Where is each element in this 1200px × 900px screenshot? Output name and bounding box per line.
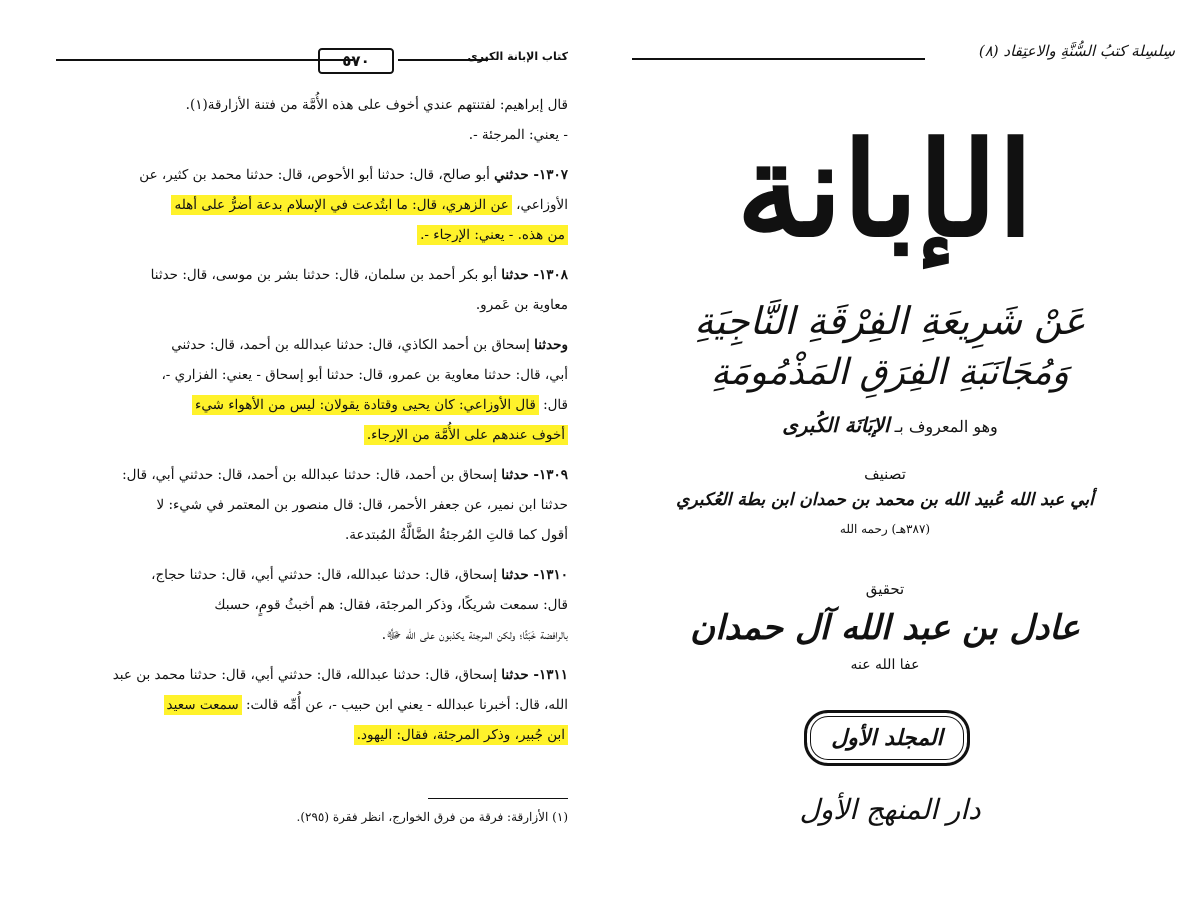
hadith-number: وحدثنا: [534, 337, 568, 353]
series-rule: [632, 58, 925, 60]
text-line: [36, 190, 568, 220]
right-page: [620, 40, 1175, 860]
paragraph-gap: [36, 150, 568, 160]
text-line: [36, 590, 568, 620]
text-segment: الله، قال: أخبرنا عبدالله - يعني ابن حبيب -، عن أُمِّه قالت:: [241, 697, 568, 713]
text-segment: إسحاق، قال: حدثنا عبدالله، قال: حدثني أبي، قال: حدثنا محمد بن عبد: [112, 667, 502, 683]
page-number: ٥٧٠: [318, 48, 394, 74]
hadith-number: ١٣٠٩- حدثنا: [501, 467, 568, 483]
text-segment: إسحاق، قال: حدثنا عبدالله، قال: حدثني أبي، قال: حدثنا حجاج،: [151, 567, 502, 583]
text-line: [36, 330, 568, 360]
series-title: سِلسِلة كتبُ السُّنَّةِ والاعتِقاد (٨): [978, 42, 1175, 60]
text-line: [36, 220, 568, 250]
text-segment: الأوزاعي،: [511, 197, 568, 213]
paragraph-gap: [36, 650, 568, 660]
text-segment: - يعني: المرجئة -.: [468, 127, 568, 143]
text-segment: أبو صالح، قال: حدثنا أبو الأحوص، قال: حدثنا محمد بن كثير، عن: [139, 167, 495, 183]
text-line: [36, 660, 568, 690]
body-text: [36, 90, 568, 750]
verified-label: تحقيق: [865, 580, 905, 598]
footnote-rule: [428, 798, 568, 799]
text-line: [36, 420, 568, 450]
text-line: [36, 560, 568, 590]
highlighted-text: قال الأوزاعي: كان يحيى وقتادة يقولان: ليس من الأهواء شيء: [192, 395, 539, 415]
known-as-title: الإبَانَة الكُبرى: [782, 413, 890, 437]
footnote: (١) الأزارقة: فرقة من فرق الخوارج، انظر فقرة (٢٩٥).: [296, 810, 568, 824]
text-line: [36, 520, 568, 550]
running-header: [28, 40, 568, 74]
paragraph-gap: [36, 450, 568, 460]
known-as-prefix: وهو المعروف بـ: [894, 417, 998, 436]
paragraph-gap: [36, 320, 568, 330]
header-rule: [56, 59, 353, 61]
text-line: [36, 160, 568, 190]
header-rule: [398, 59, 488, 61]
text-line: [36, 390, 568, 420]
text-segment: .: [185, 97, 190, 113]
author-death: (٣٨٧هـ) رحمه الله: [839, 522, 931, 536]
hadith-number: ١٣٠٧- حدثني: [494, 167, 568, 183]
hadith-number: ١٣١١- حدثنا: [501, 667, 568, 683]
text-line: [36, 490, 568, 520]
publisher-logo: دار المنهج الأول: [799, 793, 981, 826]
text-segment: أبي، قال: حدثنا معاوية بن عمرو، قال: حدثنا أبو إسحاق - يعني: الفزاري -،: [161, 367, 568, 383]
text-line: [36, 690, 568, 720]
volume-cartouche: المجلد الأول: [804, 710, 970, 766]
text-segment: معاوية بن عَمرو.: [475, 297, 568, 313]
text-segment: إسحاق بن أحمد، قال: حدثنا عبدالله بن أحمد، قال: حدثني أبي، قال:: [122, 467, 502, 483]
text-line: [36, 290, 568, 320]
text-line: [36, 120, 568, 150]
text-line: [36, 720, 568, 750]
text-segment: أبو بكر أحمد بن سلمان، قال: حدثنا بشر بن موسى، قال: حدثنا: [150, 267, 502, 283]
highlighted-text: من هذه. - يعني: الإرجاء -.: [417, 225, 568, 245]
highlighted-text: ابن جُبير، وذكر المرجئة، فقال: اليهود.: [354, 725, 568, 745]
text-segment: أقول كما قالتِ المُرجئةُ الضَّالَّةُ المُبتدعة.: [344, 527, 568, 543]
text-line: [36, 90, 568, 120]
left-page: [28, 40, 568, 860]
text-segment: (١): [189, 97, 208, 113]
text-segment: قال:: [538, 397, 568, 413]
text-line: [36, 260, 568, 290]
authored-label: تصنيف: [864, 465, 906, 483]
running-header-title: كتاب الإبانة الكبرى: [467, 50, 568, 63]
text-line: [36, 620, 568, 650]
text-line: [36, 460, 568, 490]
main-title: الإبانة: [736, 113, 1034, 266]
highlighted-text: أخوف عندهم على الأُمَّة من الإرجاء.: [364, 425, 568, 445]
highlighted-text: عن الزهري، قال: ما ابتُدعت في الإسلام بدعة أضرُّ على أهله: [171, 195, 511, 215]
text-segment: حدثنا ابن نمير، عن جعفر الأحمر، قال: قال منصور بن المعتمر في شيء: لا: [156, 497, 568, 513]
known-as: [680, 412, 1100, 440]
hadith-number: ١٣١٠- حدثنا: [501, 567, 568, 583]
highlighted-text: سمعت سعيد: [164, 695, 242, 715]
text-segment: قال إبراهيم: لفتنتهم عندي أخوف على هذه الأُمَّة من فتنة الأزارقة: [207, 97, 568, 113]
text-line: [36, 360, 568, 390]
paragraph-gap: [36, 550, 568, 560]
author-name: أبي عبد الله عُبيد الله بن محمد بن حمدان ابن بطة العُكبري: [676, 490, 1094, 510]
text-segment: بالرافضة خَبَثًا؛ ولكن المرجئة يكذبون على الله ﷻ.: [381, 627, 568, 643]
editor-name: عادل بن عبد الله آل حمدان: [690, 608, 1080, 648]
text-segment: إسحاق بن أحمد الكاذي، قال: حدثنا عبدالله بن أحمد، قال: حدثني: [171, 337, 535, 353]
paragraph-gap: [36, 250, 568, 260]
subtitle-line-2: وَمُجَانَبَةِ الفِرَقِ المَذْمُومَةِ: [710, 352, 1070, 393]
subtitle-line-1: عَنْ شَرِيعَةِ الفِرْقَةِ النَّاجِيَةِ: [694, 299, 1086, 343]
hadith-number: ١٣٠٨- حدثنا: [501, 267, 568, 283]
text-segment: قال: سمعت شريكًا، وذكر المرجئة، فقال: هم أخبثُ قومٍ، حسبك: [214, 597, 568, 613]
editor-suffix: عفا الله عنه: [850, 657, 920, 673]
